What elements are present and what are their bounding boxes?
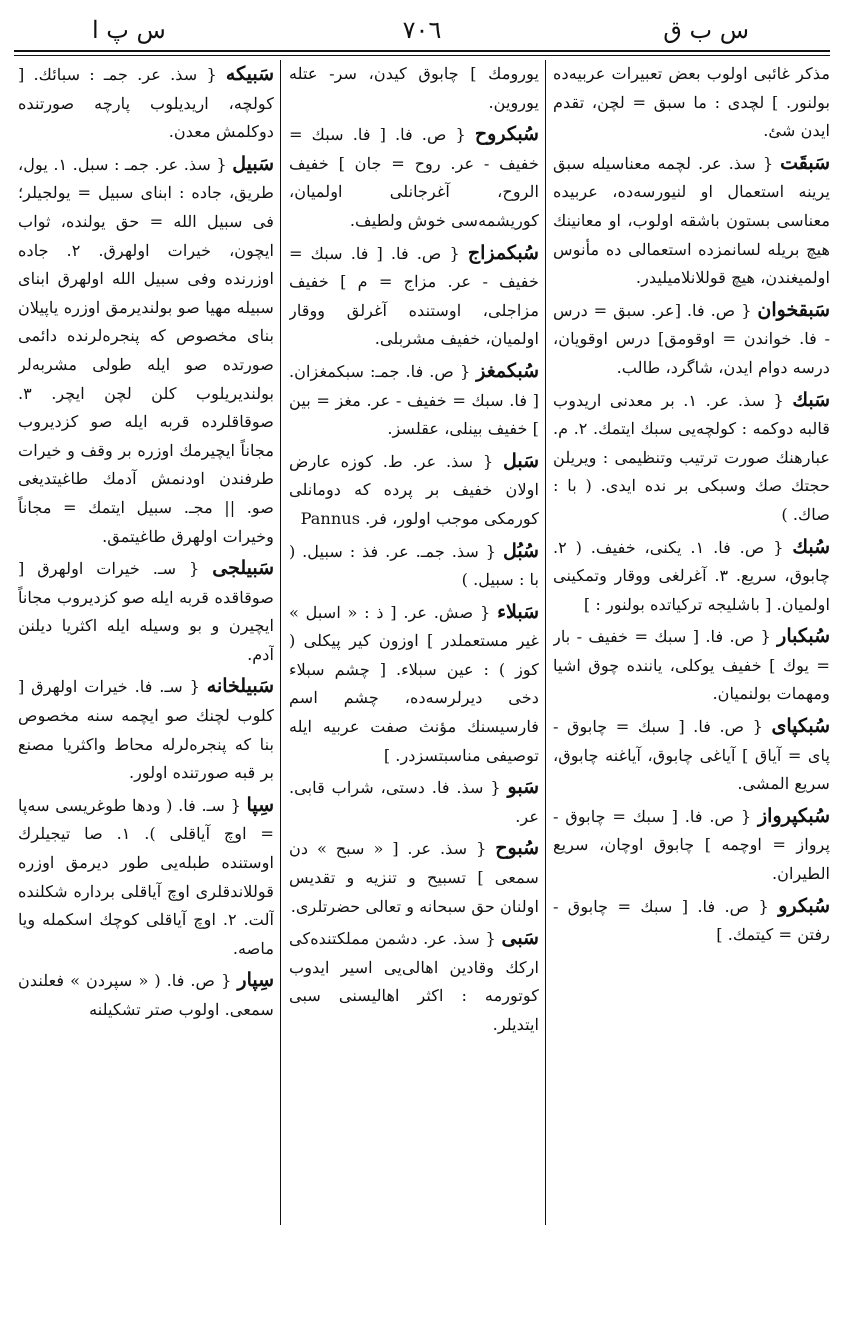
dictionary-entry [18, 150, 274, 551]
entry-headword: سُبكمزاج [467, 241, 539, 264]
entry-definition: { سذ. عر. ١. بر معدنی اریدوب قالبه دوكمه : كولچه‌یی سبك ایتمك. ٢. م. عبارهنك صورت ترتیب وتنظیمی : ویریلن حجتك صك وسبكی بر نده ایدی. ( با : صاك. ) [553, 390, 830, 524]
entry-definition: { ص. فا. جمـ: سبكمغزان. [ فا. سبك = خفیف - عر. مغز = بین ] خفیف بینلى، عقلسز. [289, 361, 539, 439]
entry-definition: { ص. فا. [ فا. سبك = خفیف - عر. مزاج = م ] خفیف مزاجلى، اوستنده آغرلق ووقار اولمیان، خفیف مشربلى. [289, 243, 539, 349]
entry-definition: { سـ. فا. ( ودها طوغریسى سه‌پا = اوچ آیاقلى ). ١. صا تیجیلرك اوستنده طبله‌یى طور دیرمق اوزره قوللاندقلرى اوچ آیاقلى برداره شكلنده آلت. ٢. اوچ آیاقلى كوچك اسكمله ویا ماصه. [18, 795, 274, 958]
column-divider-left [280, 60, 281, 1225]
column-middle [289, 60, 539, 1225]
dictionary-entry [289, 357, 539, 444]
dictionary-entry [289, 537, 539, 595]
dictionary-entry [18, 554, 274, 669]
dictionary-entry [553, 296, 830, 383]
entry-headword: سُبُل [502, 539, 539, 562]
entry-definition: { سذ. جمـ. عر. فذ : سبیل. ( با : سبیل. ) [289, 541, 539, 590]
entry-headword: سُبكرو [778, 894, 830, 917]
header-rule [14, 50, 830, 52]
entry-headword: سُبكروح [474, 123, 539, 146]
entry-definition: { سذ. عر. جمـ : سبل. ١. یول، طریق، جاده : ابنای سبیل = یولجیلر؛ فى سبیل الله = حق یولنده، ثواب ایچون، خیرات اولهرق. ٢. جاده اوزرنده وفى سبیل الله اولهرق ابنای سبیله مهیا صو بولندیرمق اوزره یاپیلان بنای مخصوص كه پنجره‌لرنده دائمی صورتده صو ایله طولى مشربه‌لر بولندیریلوب كلن لچن ایچر. ٣. صوقاقلرده قربه ایله صو كزدیروب مجاناً ایچیرمك اوزره بر وقف و خیرات طرفندن اودنمش آدمك طاغیتدیغى صو. || مجـ. سبیل ایتمك = مجاناً وخیرات اولهرق طاغیتمق. [18, 154, 274, 546]
entry-headword: سُبكمغز [476, 359, 539, 382]
entry-headword: سُبكپرواز [758, 804, 830, 827]
entry-headword: سُبكپای [771, 715, 830, 738]
dictionary-entry [553, 533, 830, 620]
entry-headword: سَبل [502, 449, 539, 472]
entry-headword: سَبى [501, 927, 539, 950]
dictionary-entry [289, 924, 539, 1039]
entry-headword: سَبقخوان [757, 298, 830, 321]
entry-definition: { سذ. فا. دستى، شراب قابى. عر. [289, 778, 539, 826]
entry-headword: سَبیكه [225, 63, 274, 85]
dictionary-entry [553, 149, 830, 293]
entry-definition: { صش. عر. [ ذ : « اسبل » غیر مستعملدر ] اوزون كیر پیكلى ( كوز ) : عین سبلاء. [ چشم سبلاء دخى دیرلرسه‌ده، چشم اسم فارسیسنك مؤنث صفت عربیه ایله توصیفى مناسبتسزدر. ] [289, 602, 539, 765]
entry-headword: سُبكبار [777, 625, 830, 648]
entry-headword: سَبیلجى [212, 557, 274, 580]
entry-definition: { ص. فا. [ سبك = چابوق - پرواز = اوچمه ] چابوق اوچان، سریع الطیران. [553, 806, 830, 884]
column-divider-right [545, 60, 546, 1225]
dictionary-entry [553, 712, 830, 799]
entry-headword: سَبقَت [780, 151, 830, 174]
entry-headword: سِپار [237, 969, 274, 992]
entry-headword: سَبیل [232, 152, 274, 175]
entry-definition: { سذ. عر. [ « سبح » دن سمعى ] تسبیح و تنزیه و تقدیس اولنان حق سبحانه و تعالى حضرتلرى. [289, 839, 539, 916]
entry-headword: سِپا [246, 793, 274, 816]
dictionary-entry [553, 386, 830, 530]
entry-definition: { ص. فا. [ سبك = چابوق - رفتن = كیتمك. ] [553, 896, 830, 945]
dictionary-entry [18, 672, 274, 787]
column-left [18, 60, 274, 1225]
entry-definition: { سـ. خیرات اولهرق [ صوقاقده قربه ایله صو كزدیروب مجاناً ایچیرن و بو وسیله ایله اكثریا دیلنن آدم. [18, 559, 274, 664]
entry-definition: { ص. فا. [ سبك = خفیف - بار = یوك ] خفیف یوكلى، یاننده چوق اشیا ومهمات بولنمیان. [553, 627, 830, 704]
dictionary-entry [553, 892, 830, 950]
entry-definition: { سذ. عر. جمـ : سبائك. [ كولچه، اریدیلوب پارچه صورتنده دوكلمش معدن. [18, 65, 274, 142]
dictionary-entry [553, 60, 830, 146]
dictionary-entry [289, 834, 539, 921]
page-number: ٧٠٦ [402, 16, 442, 44]
dictionary-entry [18, 791, 274, 964]
entry-definition: { سـ. فا. خیرات اولهرق [ كلوب لچنك صو ایچمه سنه مخصوص بنا كه پنجره‌لرله محاط واكثریا مصنع بر قبه صورتنده اولور. [18, 677, 274, 783]
entry-headword: سَبیلخانه [206, 675, 274, 698]
entry-definition: { ص. فا. [ سبك = چابوق - پای = آیاق ] آیاغی چابوق، آیاغنه چابوق، سریع المشی. [553, 717, 830, 794]
entry-definition: { سذ. عر. ط. كوزه عارض اولان خفیف بر پرده كه دومانلى كورمكى موجب اولور، فر. Pannus [289, 451, 539, 528]
dictionary-entry [553, 622, 830, 709]
header-rule-thin [14, 55, 830, 56]
dictionary-entry [18, 60, 274, 147]
entry-headword: سَبلاء [497, 600, 539, 623]
entry-definition: { سذ. عر. لچمه معناسیله سبق یرینه استعمال او لنیورسه‌ده، عربیده معناسی بستون باشقه اولوب، او معانینك هیچ بریله لسانمزده استعمالی ده مأنوس اولمیغندن، هیچ قوللانلامیلیدر. [553, 153, 830, 288]
dictionary-entry [553, 802, 830, 889]
header-letters-right: س ب ق [663, 16, 749, 44]
entry-headword: سُبك [792, 535, 830, 558]
dictionary-entry [289, 239, 539, 354]
entry-definition: { ص. فا. [عر. سبق = درس - فا. خواندن = اوقومق] درس اوقویان، درسه دوام ایدن، شاگرد، طالب. [553, 300, 830, 377]
dictionary-entry [289, 60, 539, 117]
dictionary-entry [289, 120, 539, 235]
entry-definition: یورومك ] چابوق كیدن، سر- عتله یوروین. [289, 64, 539, 112]
entry-headword: سَبك [792, 388, 830, 411]
entry-headword: سَبو [507, 776, 539, 799]
entry-definition: { سذ. عر. دشمن مملكتنده‌كى اركك وقادین اهالى‌یى اسیر ایدوب كوتورمه : اكثر اهالیسنى سبى ایتدیلر. [289, 929, 539, 1034]
entry-definition: مذكر غائبى اولوب بعض تعبيرات عربيه‌ده بولنور. ] لچدى : ما سبق = لچن، تقدم ایدن شئ. [553, 64, 830, 141]
entry-headword: سُبوح [495, 837, 539, 860]
entry-definition: { ص. فا. ١. یكنى، خفیف. ( ٢. چابوق، سریع. ٣. آغرلغی ووقار وتمكینی اولمیان. [ باشلیجه تركیاتده بولنور : ] [553, 537, 830, 614]
column-right [553, 60, 830, 1225]
dictionary-entry [18, 966, 274, 1024]
dictionary-entry [289, 773, 539, 831]
entry-definition: { ص. فا. ( « سپردن » فعلندن سمعى. اولوب صتر تشكیلنه [18, 971, 274, 1019]
header-letters-left: س پ ا [92, 16, 166, 44]
entry-definition: { ص. فا. [ فا. سبك = خفیف - عر. روح = جان ] خفیف الروح، آغرجانلى اولمیان، كوریشمه‌سى خوش ولطیف. [289, 125, 539, 230]
dictionary-entry [289, 447, 539, 534]
dictionary-entry [289, 598, 539, 771]
